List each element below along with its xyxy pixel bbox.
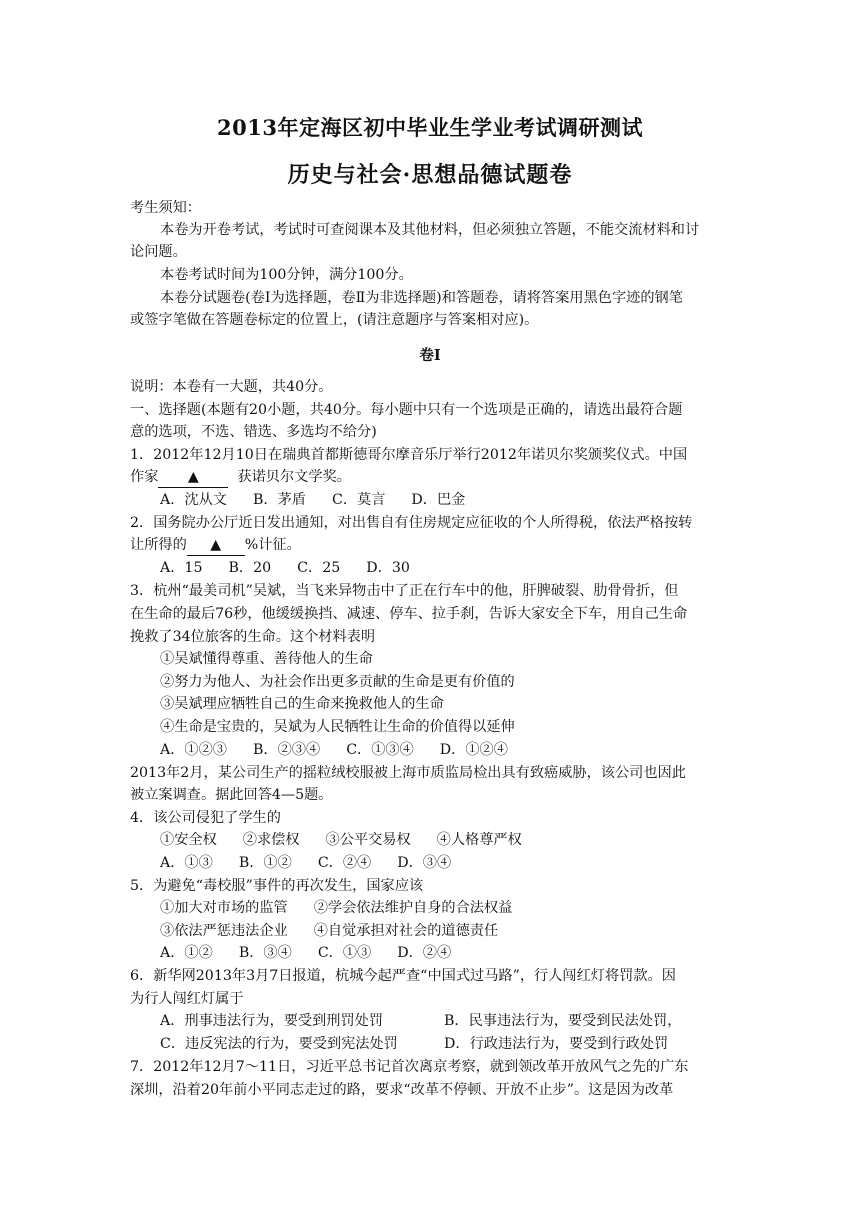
q4-option-a: A．①③ [160, 855, 213, 871]
q3-stem-a: 3．杭州“最美司机”吴斌，当飞来异物击中了正在行车中的他，肝脾破裂、肋骨骨折，但 [130, 583, 679, 599]
q1-option-c: C．莫言 [332, 492, 386, 508]
q3-option-a: A．①②③ [160, 742, 227, 758]
q4-option-c: C．②④ [317, 855, 372, 871]
q2-stem-a: 2．国务院办公厅近日发出通知，对出售自有住房规定应征收的个人所得税，依法严格按转 [130, 515, 693, 531]
notice-p1-b: 论问题。 [130, 244, 187, 260]
q1-stem-a: 1．2012年12月10日在瑞典首都斯德哥尔摩音乐厅举行2012年诺贝尔奖颁奖仪式。中国 [130, 447, 688, 463]
section-intro: 说明：本卷有一大题，共40分。 [130, 379, 333, 395]
q1-option-b: B．茅盾 [253, 492, 306, 508]
q2-option-b: B．20 [228, 560, 272, 576]
q7-stem-a: 7．2012年12月7～11日，习近平总书记首次离京考察，就到领改革开放风气之先的广东 [130, 1059, 689, 1075]
q1-option-a: A．沈从文 [160, 492, 227, 508]
q4-options [160, 853, 770, 873]
q1-option-d: D．巴金 [411, 492, 466, 508]
q1-stem-prefix: 作家 [130, 469, 159, 485]
q4-items [160, 830, 770, 850]
section-heading: 卷Ⅰ [419, 347, 441, 364]
q4-stem: 4．该公司侵犯了学生的 [130, 810, 281, 826]
q2-option-c: C．25 [297, 560, 341, 576]
q4-item-3: ③公平交易权 [325, 832, 411, 848]
q4-option-b: B．①② [238, 855, 292, 871]
q2-options [160, 558, 770, 578]
q5-stem: 5．为避免“毒校服”事件的再次发生，国家应该 [130, 878, 424, 894]
q2-option-a: A．15 [160, 560, 203, 576]
q5-items-row2 [160, 921, 770, 941]
material-b: 被立案调查。据此回答4—5题。 [130, 787, 333, 803]
q4-item-2: ②求偿权 [242, 832, 300, 848]
notice-p2: 本卷考试时间为100分钟，满分100分。 [160, 267, 413, 283]
part1-heading-b: 意的选项，不选、错选、多选均不给分) [130, 424, 377, 440]
q5-item-2: ②学会依法维护自身的合法权益 [313, 900, 513, 916]
q3-item-2: ②努力为他人、为社会作出更多贡献的生命是更有价值的 [160, 674, 515, 690]
q6-option-d: D．行政违法行为，要受到行政处罚 [444, 1036, 669, 1052]
q3-option-b: B．②③④ [253, 742, 321, 758]
q5-items-row1 [160, 898, 770, 918]
q5-option-d: D．②④ [397, 945, 452, 961]
notice-p1-a: 本卷为开卷考试，考试时可查阅课本及其他材料，但必须独立答题，不能交流材料和讨 [160, 222, 700, 238]
q5-item-3: ③依法严惩违法企业 [160, 923, 288, 939]
q3-item-1: ①吴斌懂得尊重、善待他人的生命 [160, 651, 373, 667]
page-title: 2013年定海区初中毕业生学业考试调研测试 [217, 115, 643, 140]
q6-option-c: C．违反宪法的行为，要受到宪法处罚 [160, 1036, 398, 1052]
material-a: 2013年2月，某公司生产的摇粒绒校服被上海市质监局检出具有致癌威胁，该公司也因此 [130, 765, 686, 781]
part1-heading-a: 一、选择题(本题有20小题，共40分。每小题中只有一个选项是正确的，请选出最符合题 [130, 402, 683, 418]
q2-answer-blank: ▲ [187, 535, 245, 556]
q2-option-d: D．30 [366, 560, 410, 576]
q2-stem-prefix: 让所得的 [130, 537, 187, 553]
q1-stem-b [130, 467, 740, 488]
q5-item-4: ④自觉承担对社会的道德责任 [313, 923, 499, 939]
q3-option-d: D．①②④ [439, 742, 508, 758]
notice-heading: 考生须知： [130, 200, 201, 216]
q2-stem-b [130, 535, 740, 556]
q2-stem-suffix: %计征。 [244, 537, 301, 553]
q3-item-3: ③吴斌理应牺牲自己的生命来挽救他人的生命 [160, 696, 444, 712]
q4-item-1: ①安全权 [160, 832, 217, 848]
q5-item-1: ①加大对市场的监管 [160, 900, 288, 916]
q5-option-a: A．①② [160, 945, 213, 961]
notice-p3-a: 本卷分试题卷(卷Ⅰ为选择题，卷Ⅱ为非选择题)和答题卷，请将答案用黑色字迹的钢笔 [160, 290, 683, 306]
notice-p3-b: 或签字笔做在答题卷标定的位置上，(请注意题序与答案相对应)。 [130, 312, 539, 328]
q1-options [160, 490, 770, 510]
q4-option-d: D．③④ [397, 855, 452, 871]
q3-option-c: C．①③④ [346, 742, 414, 758]
q3-stem-c: 挽救了34位旅客的生命。这个材料表明 [130, 629, 376, 645]
q6-stem-b: 为行人闯红灯属于 [130, 991, 244, 1007]
q7-stem-b: 深圳，沿着20年前小平同志走过的路，要求“改革不停顿、开放不止步”。这是因为改革 [130, 1082, 674, 1098]
q3-stem-b: 在生命的最后76秒，他缓缓换挡、减速、停车、拉手刹，告诉大家安全下车，用自己生命 [130, 606, 688, 622]
q5-option-b: B．③④ [238, 945, 292, 961]
q6-option-b: B．民事违法行为，要受到民法处罚， [444, 1013, 682, 1029]
q5-options [160, 943, 770, 963]
q5-option-c: C．①③ [317, 945, 372, 961]
q6-option-a: A．刑事违法行为，要受到刑罚处罚 [160, 1013, 384, 1029]
q4-item-4: ④人格尊严权 [436, 832, 522, 848]
q1-answer-blank: ▲ [158, 467, 228, 488]
q3-item-4: ④生命是宝贵的，吴斌为人民牺牲让生命的价值得以延伸 [160, 719, 515, 735]
q3-options [160, 740, 770, 760]
q6-stem-a: 6．新华网2013年3月7日报道，杭城今起严查“中国式过马路”，行人闯红灯将罚款。因 [130, 968, 676, 984]
page-subtitle: 历史与社会·思想品德试题卷 [287, 162, 573, 188]
q1-stem-suffix: 获诺贝尔文学奖。 [237, 469, 351, 485]
